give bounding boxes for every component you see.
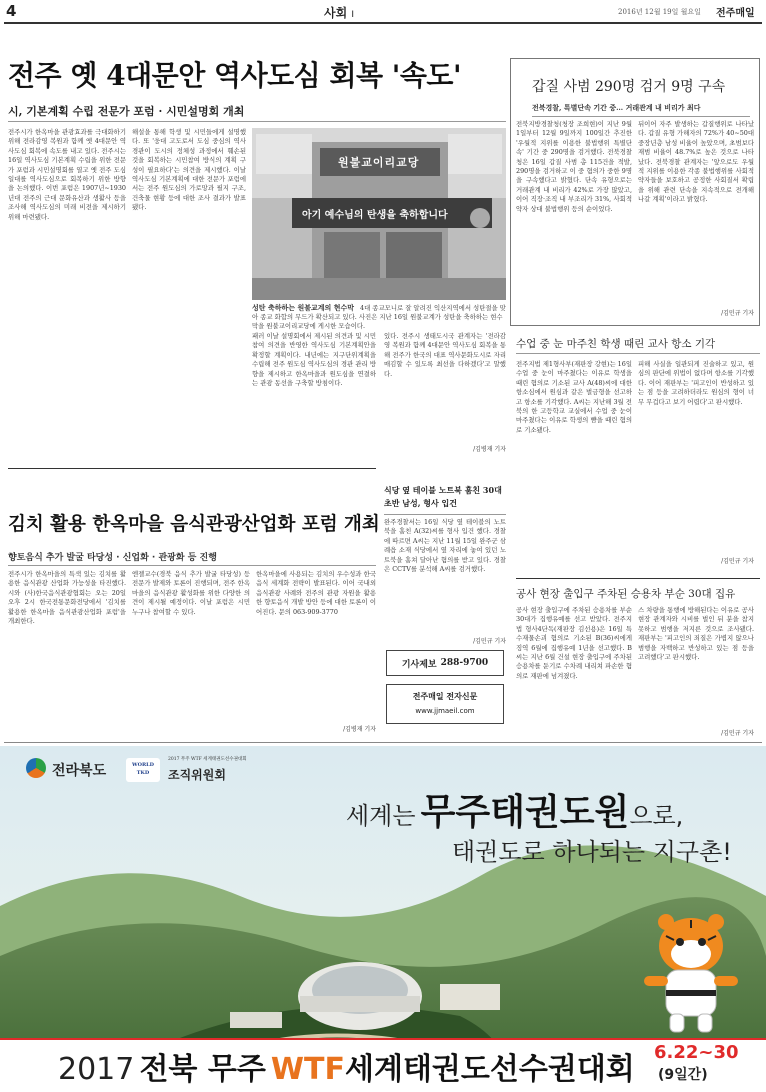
sidebar-bot-col1: 공사 현장 출입구에 주차된 승용차를 부순 30대가 집행유예를 선고 받았다. 전주지법 형사4단독(재판장 김선용)은 16일 특수재물손괴 혐의로 기소된 B(36)씨에게 징역 6월에 집행유예 1년을 선고했다. B씨는 지난 6월 건설 현장 출입구에 주차된 승용차를 둔기로 수차례 내리쳐 파손한 혐의로 재판에 넘겨졌다. — [516, 606, 632, 680]
ad-dates: 6.22~30 — [654, 1042, 739, 1063]
photo-caption-text: 4대 종교모니로 잘 알려진 익산지역에서 성탄절을 맞아 종교 화합의 무드가 확산되고 있다. 사진은 지난 16일 원불교계가 성탄을 축하하는 현수막을 원불교이리교당에 게시한 모습이다. — [252, 304, 506, 330]
sidebar-top-subhead: 전북경찰, 특별단속 기간 중… 거래관계 내 비리가 최다 — [532, 103, 701, 112]
ad-banner[interactable] — [0, 746, 766, 1092]
tiger-mascot — [636, 906, 746, 1036]
sidebar-bot-top-rule — [516, 578, 760, 579]
website-box[interactable] — [386, 684, 504, 724]
main-article-col3: 패러 이날 설명회에서 제시된 의견과 및 시민참여 의견을 반영한 역사도심 기본계획안을 확정할 계획이다. 내년에는 지구단위계획을 수립해 전주 원도심 역사도심의 경관 관리 방향을 제시하고 한옥마을과 원도심을 연결하는 관광 동선을 구축할 방침이다. — [252, 332, 376, 388]
committee-text: 조직위원회 — [168, 768, 226, 782]
sidebar-top-byline: /김민규 기자 — [721, 310, 754, 317]
sidebar-mid-col1: 전주지법 제1형사부(재판장 강현)는 16일 수업 중 눈이 마주쳤다는 이유로 학생을 때린 혐의로 기소된 교사 A(48)씨에 대한 항소심에서 원심과 같은 벌금형을 선고하고 항소를 기각했다. A씨는 지난해 3월 전북의 한 고등학교 교실에서 수업 중 눈이 마주쳤다는 이유로 학생의 뺨을 때린 혐의로 기소됐다. — [516, 360, 632, 434]
jeonbuk-logo-text: 전라북도 — [52, 763, 107, 779]
issue-date: 2016년 12월 19일 월요일 — [618, 8, 701, 16]
sidebar-top-headline: 갑질 사범 290명 검거 9명 구속 — [532, 79, 726, 95]
second-subhead: 향토음식 추가 발굴 타당성 · 신업화 · 관광화 등 진행 — [8, 553, 217, 563]
ad-slogan-line2: 태권도로 하나되는 지구촌! — [452, 838, 732, 866]
second-article-col2: 엔젤교수(경북 음식 추가 발굴 타당성) 등 전문가 발제와 토론이 진행되며, 전주 한옥마을의 음식관광 활성화를 위한 다양한 의견이 제시될 예정이다. 이날 포럼은 시민 누구나 참여할 수 있다. — [132, 570, 250, 616]
sidebar-bot-byline: /김민규 기자 — [721, 730, 754, 737]
sidebar-mid-col2: 피해 사실을 일관되게 진술하고 있고, 원심의 판단에 위법이 없다며 항소를 기각했다. 이어 재판부는 '피고인이 반성하고 있는 점 등을 고려하더라도 원심의 형이 너무 무겁다고 보기 어렵다'고 판시했다. — [638, 360, 754, 406]
second-subhead-rule — [8, 565, 376, 566]
church-photo — [252, 128, 506, 300]
inquiry-number: 288-9700 — [440, 658, 489, 668]
page-number: 4 — [6, 2, 17, 20]
sidebar-top-col2: 뒤이어 자주 발생하는 갑질행위로 나타났다. 갑질 유형 가해자의 72%가 40~50대 중장년층 남성 비율이 높았으며, 초범보다 재범 비율이 48.7%로 높은 것으로 나타났다. 전북경찰 관계자는 '앞으로도 우월적 지위를 이용한 각종 불법행위를 사회적 약자들을 보호하고 공정한 사회질서 확립을 위해 관련 단속을 지속적으로 전개해 나갈 계획'이라고 밝혔다. — [638, 120, 754, 204]
main-article-byline: /김병재 기자 — [473, 446, 506, 453]
section-label — [324, 4, 354, 21]
second-article-col1: 전주시가 한옥마을의 특색 있는 김치를 활용한 음식관광 산업화 가능성을 타진했다. 시와 (사)한국음식관광협회는 오는 20일 오후 2시 한국전통문화전당에서 '김치를 활용한 한옥마을 음식관광산업화 포럼'을 개최한다. — [8, 570, 126, 626]
ad-title-wtf: WTF — [270, 1052, 345, 1087]
second-article-col3: 한옥마을에 사용되는 김치의 우수성과 한국음식 세계화 전략이 발표된다. 이어 국내외 음식관광 사례와 전주의 관광 자원을 활용한 향토음식 개발 방안 등에 대한 토론이 이어진다. 문의 063-909-3770 — [256, 570, 376, 616]
sidebar-mid-byline: /김민규 기자 — [721, 558, 754, 565]
section-separator: I — [351, 10, 355, 20]
second-headline: 김치 활용 한옥마을 음식관광산업화 포럼 개최 — [8, 514, 380, 535]
sidebar-mid-headline: 수업 중 눈 마주친 학생 때린 교사 항소 기각 — [516, 338, 716, 350]
website-label: 전주매일 전자신문 — [412, 691, 478, 701]
photo-caption-bold: 성탄 축하하는 원불교계의 현수막 — [252, 303, 354, 312]
ad-top-rule — [4, 742, 762, 743]
website-url[interactable]: www.jjmaeil.com — [415, 707, 475, 715]
slogan-prefix: 세계는 — [346, 802, 416, 830]
sidebar-top-rule — [532, 116, 750, 117]
main-article-col1: 전주시가 한옥마을 관광효과를 극대화하기 위해 전라감영 복원과 함께 옛 4대문안 역사도심 회복에 속도를 내고 있다. 전주시는 16일 역사도심 기본계획 수립을 위한 전문가 포럼과 시민설명회를 열고 옛 전주 도심 일대를 역사도심으로 회복하기 위한 방향을 논의했다. 이번 포럼은 1907년~1930년대 전주의 근대 문화유산과 생활사 등을 조사해 역사도심의 미래 비전을 제시하기 위해 마련됐다. — [8, 128, 126, 221]
committee-small-text: 2017 무주 WTF 세계태권도선수권대회 — [168, 757, 247, 762]
slogan-highlight: 무주태권도원 — [420, 792, 630, 833]
paper-name: 전주매일 — [716, 8, 755, 19]
section-title: 사회 — [324, 6, 348, 20]
photo-caption — [252, 303, 506, 331]
small-news-headline: 식당 옆 테이블 노트북 훔친 30대 초반 남성, 형사 입건 — [384, 485, 502, 508]
second-article-top-rule — [8, 468, 376, 469]
ad-days: (9일간) — [658, 1067, 708, 1083]
header-rule — [4, 22, 762, 24]
ad-title-year: 2017 — [58, 1052, 135, 1087]
inquiry-box — [386, 650, 504, 676]
small-news-byline: /김민규 기자 — [473, 638, 506, 645]
main-headline: 전주 옛 4대문안 역사도심 회복 '속도' — [8, 59, 462, 92]
sidebar-top-col1: 전북지방경찰청(청장 조희현)이 지난 9월 1일부터 12월 9일까지 100일간 추진한 '우월적 지위를 이용한 불법행위 특별단속' 기간 중 290명을 검거했다. 전북경찰청은 16일 갑질 사범 총 115건을 적발, 290명을 검거하고 이 중 혐의가 중한 9명을 구속했다고 밝혔다. 단속 유형으로는 거래관계 내 비리가 42%로 가장 많았고, 이어 직장·조직 내 부조리가 31%, 사회적 약자 상대 불법행위 등의 순이었다. — [516, 120, 632, 213]
inquiry-label: 기사제보 — [401, 659, 437, 670]
sidebar-mid-rule — [516, 353, 760, 354]
jeonbuk-logo-icon — [26, 758, 46, 778]
main-subhead-rule — [8, 121, 506, 122]
ad-slogan-line1 — [346, 784, 683, 835]
photo-sign-text: 원불교이리교당 — [338, 156, 420, 169]
ad-logo-area — [26, 754, 286, 794]
small-news-rule — [384, 514, 506, 515]
sidebar-bot-col2: 스 차량을 통행에 방해된다는 이유로 공사 현장 관계자와 시비를 벌인 뒤 분을 참지 못하고 범행을 저지른 것으로 조사됐다. 재판부는 '피고인의 죄질은 가볍지 않으나 범행을 자백하고 반성하고 있는 점 등을 고려했다'고 판시했다. — [638, 606, 754, 662]
ad-title-event: 세계태권도선수권대회 — [344, 1052, 635, 1087]
second-article-byline: /김병재 기자 — [343, 726, 376, 733]
main-subhead: 시, 기본계획 수립 전문가 포럼 · 시민설명회 개최 — [8, 105, 245, 118]
photo-banner-text: 아기 예수님의 탄생을 축하합니다 — [302, 210, 448, 221]
ad-title — [58, 1044, 635, 1088]
main-article-col4: 있다. 전주시 생태도시국 관계자는 '전라감영 복원과 함께 4대문안 역사도심 회복을 통해 전주가 한국의 대표 역사문화도시로 자리매김할 수 있도록 최선을 다하겠다'고 말했다. — [384, 332, 506, 378]
ad-title-main: 전북 무주 — [139, 1052, 266, 1087]
main-article-col2: 해설을 통해 학생 및 시민들에게 설명했다. 또 '웅대 고도로서 도심 중심의 역사경관이 도시의 정체성 과정에서 훼손된 것을 회복하는 시민참여 방식의 계획 구성이 필요하다'는 의견을 제시했다. 이날 역사도심 기본계획에 대한 전문가 포럼에서는 전주 원도심의 가로망과 필지 구조, 건축물 현황 등에 대한 조사 결과가 발표됐다. — [132, 128, 246, 212]
small-news-text: 완주경찰서는 16일 식당 옆 테이블의 노트북을 훔친 A(32)씨를 형사 입건 했다. 경찰에 따르면 A씨는 지난 11월 15일 완주군 삼례읍 소재 식당에서 옆 자리에 놓여 있던 노트북을 훔쳐 달아난 혐의를 받고 있다. 경찰은 CCTV를 분석해 A씨를 검거했다. — [384, 518, 506, 574]
sidebar-bot-headline: 공사 현장 출입구 주차된 승용차 부순 30대 집유 — [516, 588, 736, 600]
tiger-mascot-svg — [636, 906, 746, 1036]
slogan-suffix: 으로, — [629, 802, 684, 830]
wtf-logo-icon: WORLD TKD — [126, 758, 160, 782]
